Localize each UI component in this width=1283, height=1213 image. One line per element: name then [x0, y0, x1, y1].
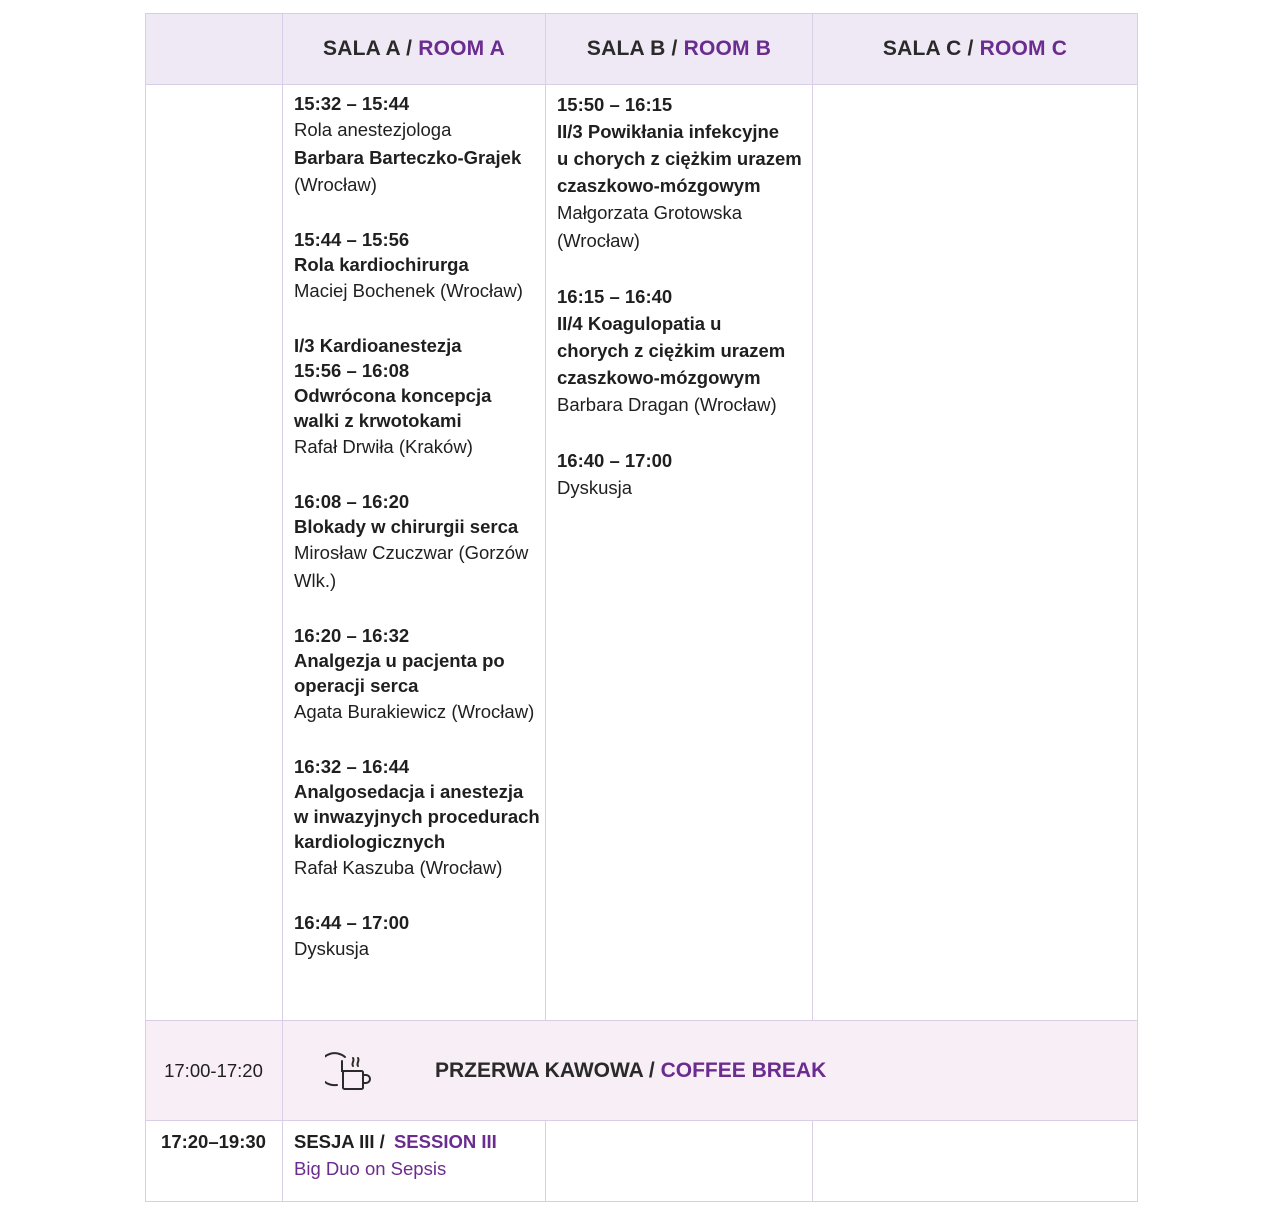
session-3: SESJA III / SESSION III Big Duo on Sepsis: [294, 1128, 497, 1182]
schedule-table: [145, 13, 1138, 1202]
coffee-clock-icon: [325, 1049, 373, 1093]
room-a-column: [294, 91, 542, 991]
list-item: 16:44 – 17:00 Dyskusja: [294, 912, 410, 959]
list-item: 16:40 – 17:00 Dyskusja: [557, 450, 673, 498]
list-item: I/3 Kardioanestezja 15:56 – 16:08 Odwrócona koncepcja walki z krwotokami Rafał Drwiła (Kraków): [294, 335, 492, 457]
list-item: 16:15 – 16:40 II/4 Koagulopatia u chorych z ciężkim urazem czaszkowo-mózgowym Barbara Dragan (Wrocław): [557, 286, 786, 415]
session-3-subtitle: Big Duo on Sepsis: [294, 1158, 447, 1179]
header-room-a: SALA A / ROOM A: [323, 37, 505, 60]
list-item: 16:20 – 16:32 Analgezja u pacjenta po operacji serca Agata Burakiewicz (Wrocław): [294, 625, 535, 722]
list-item: 15:50 – 16:15 II/3 Powikłania infekcyjne u chorych z ciężkim urazem czaszkowo-mózgowym Małgorzata Grotowska (Wrocław): [557, 94, 802, 251]
coffee-break-title: PRZERWA KAWOWA / COFFEE BREAK: [435, 1059, 827, 1082]
list-item: 16:08 – 16:20 Blokady w chirurgii serca Mirosław Czuczwar (Gorzów Wlk.): [294, 491, 529, 591]
header-room-b: SALA B / ROOM B: [586, 37, 772, 60]
coffee-break-time: 17:00-17:20: [164, 1060, 263, 1081]
list-item: 16:32 – 16:44 Analgosedacja i anestezja w inwazyjnych procedurach kardiologicznych Rafał Kaszuba (Wrocław): [294, 756, 540, 878]
room-b-column: [557, 91, 809, 530]
session-3-time: 17:20–19:30: [161, 1131, 266, 1152]
list-item: 15:44 – 15:56 Rola kardiochirurga Maciej Bochenek (Wrocław): [294, 229, 523, 301]
header-room-c: SALA C / ROOM C: [882, 37, 1068, 60]
list-item: 15:32 – 15:44 Rola anestezjologa Barbara Barteczko-Grajek (Wrocław): [294, 93, 522, 195]
